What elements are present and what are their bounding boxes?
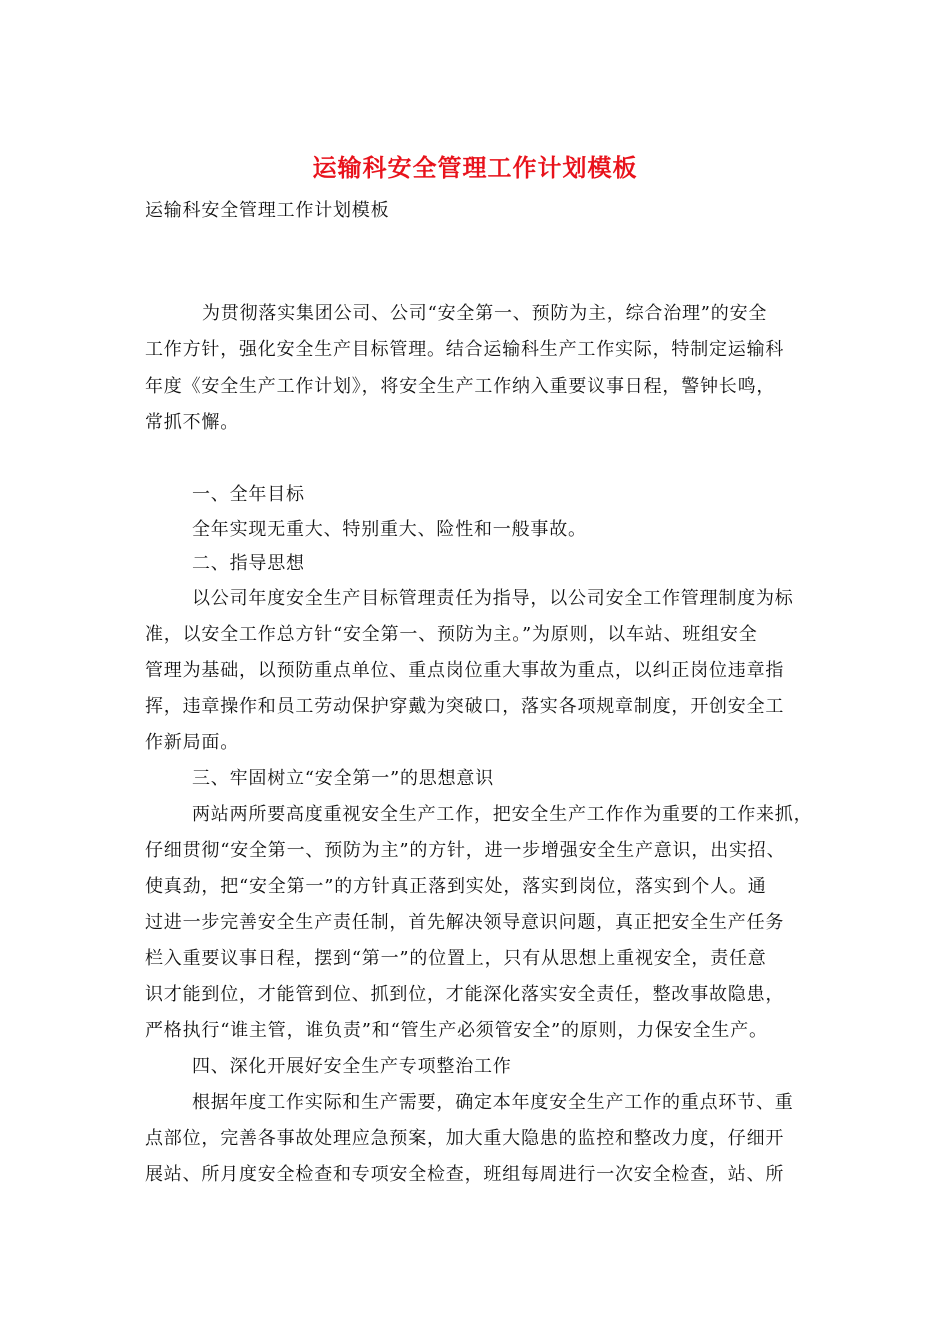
section-heading: 二、指导思想 [192, 553, 305, 574]
paragraph-line: 根据年度工作实际和生产需要，确定本年度安全生产工作的重点环节、重 [192, 1092, 794, 1113]
paragraph-line: 全年实现无重大、特别重大、险性和一般事故。 [192, 519, 587, 540]
paragraph-line: 工作方针，强化安全生产目标管理。结合运输科生产工作实际，特制定运输科 [145, 339, 785, 360]
paragraph-line: 严格执行“谁主管，谁负责”和“管生产必须管安全”的原则，力保安全生产。 [145, 1020, 768, 1041]
paragraph-line: 点部位，完善各事故处理应急预案，加大重大隐患的监控和整改力度，仔细开 [145, 1128, 785, 1149]
paragraph-line: 以公司年度安全生产目标管理责任为指导，以公司安全工作管理制度为标 [192, 588, 794, 609]
section-heading: 三、牢固树立“安全第一”的思想意识 [192, 768, 495, 789]
paragraph-line: 识才能到位，才能管到位、抓到位，才能深化落实安全责任，整改事故隐患， [145, 984, 785, 1005]
paragraph-line: 过进一步完善安全生产责任制，首先解决领导意识问题，真正把安全生产任务 [145, 912, 785, 933]
paragraph-line: 两站两所要高度重视安全生产工作，把安全生产工作作为重要的工作来抓， [192, 804, 813, 825]
document-title: 运输科安全管理工作计划模板 [312, 153, 638, 182]
paragraph-line: 为贯彻落实集团公司、公司“安全第一、预防为主，综合治理”的安全 [202, 303, 768, 324]
section-heading: 一、全年目标 [192, 484, 305, 505]
paragraph-line: 展站、所月度安全检查和专项安全检查，班组每周进行一次安全检查，站、所 [145, 1164, 785, 1185]
paragraph-line: 年度《安全生产工作计划》，将安全生产工作纳入重要议事日程，警钟长鸣， [145, 376, 776, 397]
paragraph-line: 作新局面。 [145, 732, 239, 753]
paragraph-line: 常抓不懈。 [145, 412, 239, 433]
paragraph-line: 仔细贯彻“安全第一、预防为主”的方针，进一步增强安全生产意识，出实招、 [145, 840, 786, 861]
paragraph-line: 栏入重要议事日程，摆到“第一”的位置上，只有从思想上重视安全，责任意 [145, 948, 767, 969]
paragraph-line: 挥，违章操作和员工劳动保护穿戴为突破口，落实各项规章制度，开创安全工 [145, 696, 785, 717]
paragraph-line: 使真劲，把“安全第一”的方针真正落到实处，落实到岗位，落实到个人。通 [145, 876, 767, 897]
document-subtitle: 运输科安全管理工作计划模板 [145, 200, 390, 221]
paragraph-line: 管理为基础，以预防重点单位、重点岗位重大事故为重点，以纠正岗位违章指 [145, 660, 785, 681]
paragraph-line: 准，以安全工作总方针“安全第一、预防为主。”为原则，以车站、班组安全 [145, 624, 758, 645]
section-heading: 四、深化开展好安全生产专项整治工作 [192, 1056, 512, 1077]
